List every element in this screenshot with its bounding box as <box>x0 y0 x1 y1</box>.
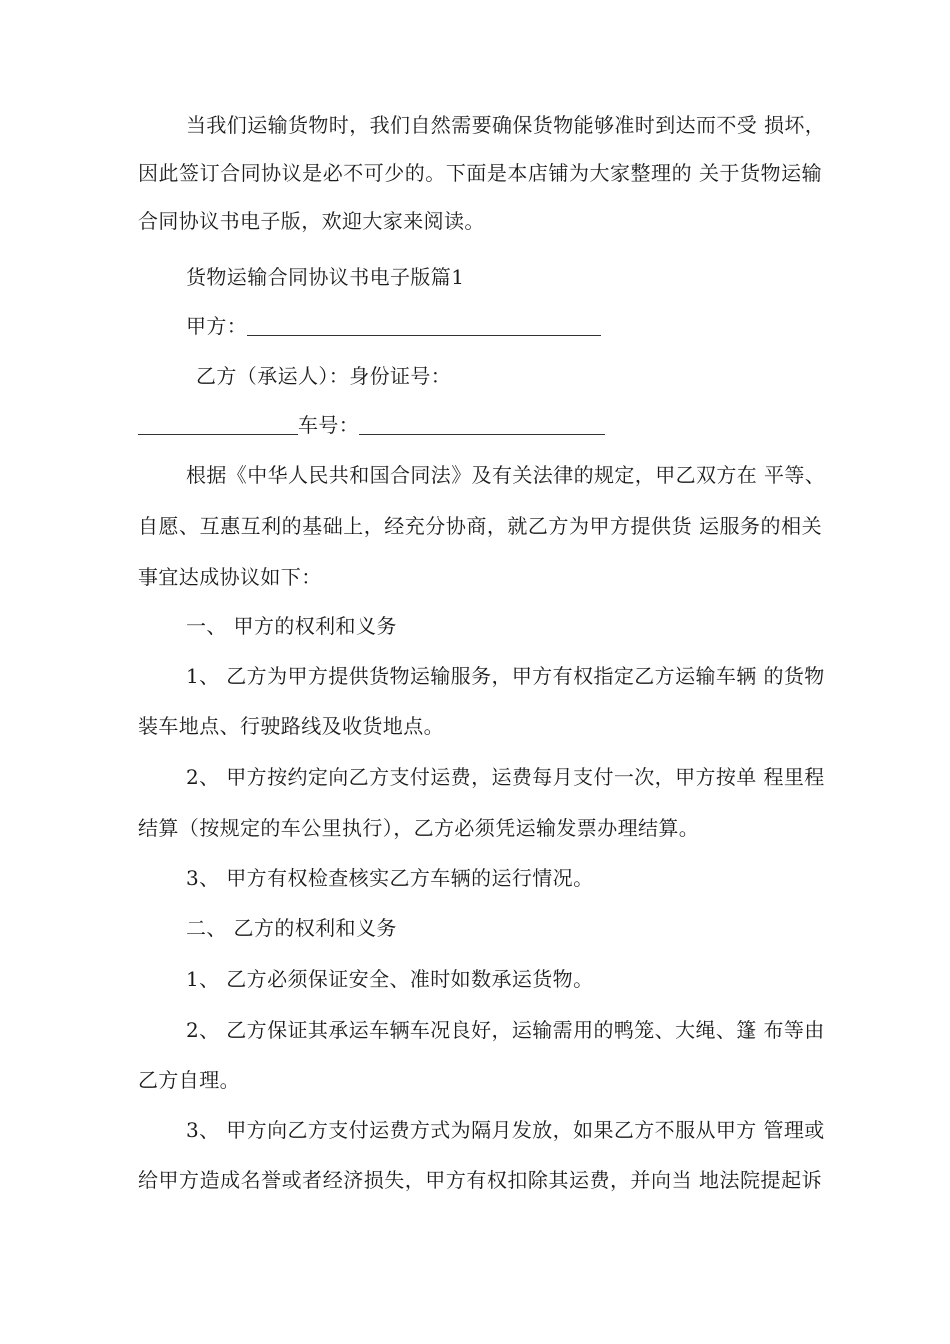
section-1-item-2-line-2: 结算（按规定的车公里执行），乙方必须凭运输发票办理结算。 <box>138 816 700 840</box>
section-1-item-3: 3、 甲方有权检查核实乙方车辆的运行情况。 <box>186 866 594 890</box>
vehicle-number-blank[interactable] <box>359 414 605 435</box>
party-b-label: 乙方（承运人）：身份证号： <box>196 364 452 388</box>
party-a-label: 甲方： <box>186 314 248 338</box>
section-2-item-2-line-1: 2、 乙方保证其承运车辆车况良好，运输需用的鸭笼、大绳、篷 布等由 <box>186 1018 825 1042</box>
section-2-item-3-line-2: 给甲方造成名誉或者经济损失，甲方有权扣除其运费，并向当 地法院提起诉 <box>138 1168 822 1192</box>
preamble-line-2: 自愿、互惠互利的基础上，经充分协商，就乙方为甲方提供货 运服务的相关 <box>138 514 822 538</box>
vehicle-label: 车号： <box>298 413 360 437</box>
section-2-item-3-line-1: 3、 甲方向乙方支付运费方式为隔月发放，如果乙方不服从甲方 管理或 <box>186 1118 825 1142</box>
section-2-title: 二、 乙方的权利和义务 <box>186 916 397 940</box>
section-1-item-1-line-1: 1、 乙方为甲方提供货物运输服务，甲方有权指定乙方运输车辆 的货物 <box>186 664 825 688</box>
intro-line-3: 合同协议书电子版，欢迎大家来阅读。 <box>138 209 485 233</box>
section-2-item-1: 1、 乙方必须保证安全、准时如数承运货物。 <box>186 967 594 991</box>
intro-line-1: 当我们运输货物时，我们自然需要确保货物能够准时到达而不受 损坏， <box>186 113 826 137</box>
contract-heading: 货物运输合同协议书电子版篇1 <box>186 265 465 289</box>
section-1-title: 一、 甲方的权利和义务 <box>186 614 397 638</box>
intro-line-2: 因此签订合同协议是必不可少的。下面是本店铺为大家整理的 关于货物运输 <box>138 161 822 185</box>
party-a-blank[interactable] <box>247 315 601 336</box>
preamble-line-3: 事宜达成协议如下： <box>138 565 322 589</box>
section-1-item-1-line-2: 装车地点、行驶路线及收货地点。 <box>138 714 444 738</box>
party-a-row <box>186 312 601 340</box>
section-2-item-2-line-2: 乙方自理。 <box>138 1068 240 1092</box>
preamble-line-1: 根据《中华人民共和国合同法》及有关法律的规定，甲乙双方在 平等、 <box>186 463 826 487</box>
id-number-blank[interactable] <box>138 414 298 435</box>
section-1-item-2-line-1: 2、 甲方按约定向乙方支付运费，运费每月支付一次，甲方按单 程里程 <box>186 765 825 789</box>
vehicle-row <box>138 411 605 439</box>
